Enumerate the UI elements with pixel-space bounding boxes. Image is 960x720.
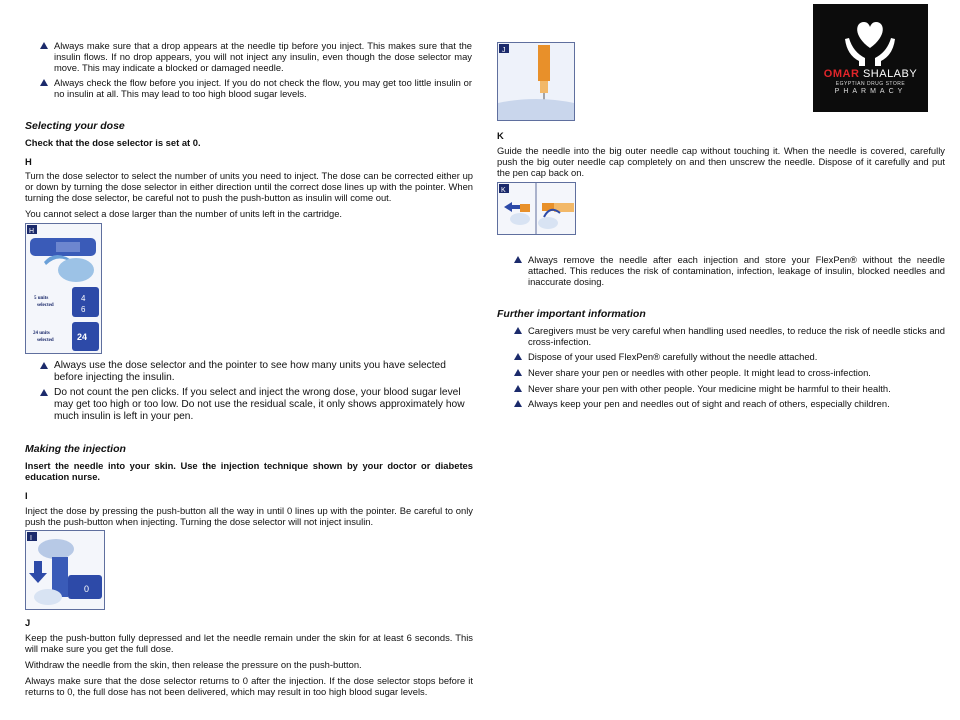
figure-i-illustration (26, 531, 104, 609)
further-item (514, 325, 945, 347)
step-label-j: J (25, 617, 31, 628)
warning-icon (40, 42, 48, 49)
step-i-text: Inject the dose by pressing the push-button all the way in until 0 lines up with the pointer. Be careful to only push the push-button when injecting. Turning the dose selector will not inject insulin. (25, 505, 473, 527)
figure-h (25, 223, 102, 354)
warning-dose-selector (40, 360, 470, 384)
step-k-text: Guide the needle into the big outer needle cap without touching it. When the needle is covered, carefully push the big outer needle cap completely on and then unscrew the needle. Dispose of it carefully and put the pen cap back on. (497, 145, 945, 178)
section-heading-further: Further important information (497, 308, 646, 320)
warning-text: Always check the flow before you inject. If you do not check the flow, you may get too little insulin or no insulin at all. This may lead to too high blood sugar levels. (54, 77, 472, 99)
logo-pharmacy: PHARMACY (834, 88, 907, 95)
figure-h-dial-24: 24 (77, 332, 88, 342)
further-item-text: Caregivers must be very careful when handling used needles, to reduce the risk of needle sticks and cross-infection. (528, 325, 945, 347)
warning-pen-clicks (40, 387, 470, 423)
figure-k-label: K (501, 187, 506, 194)
figure-h-label: H (29, 228, 35, 235)
figure-i-dial: 0 (84, 584, 90, 594)
injection-instruction: Insert the needle into your skin. Use the injection technique shown by your doctor or diabetes education nurse. (25, 460, 473, 482)
further-item (514, 351, 945, 362)
further-item-text: Never share your pen with other people. Your medicine might be harmful to their health. (528, 383, 891, 394)
figure-h-caption-24b: selected (37, 338, 54, 343)
warning-flow (40, 77, 472, 99)
logo-name: OMAR SHALABY (823, 68, 918, 80)
warning-icon (514, 400, 522, 407)
step-label-k: K (497, 130, 504, 141)
warning-icon (514, 327, 522, 334)
figure-j-illustration (498, 43, 574, 120)
warning-text: Always make sure that a drop appears at the needle tip before you inject. This makes sure that the insulin flows. If no drop appears, you will not inject any insulin, even though the dose selector may move. This may indicate a blocked or damaged needle. (54, 40, 472, 73)
step-h-note: You cannot select a dose larger than the number of units left in the cartridge. (25, 208, 343, 219)
step-label-i: I (25, 490, 28, 501)
figure-j (497, 42, 575, 121)
warning-icon (514, 256, 522, 263)
hands-heart-icon (813, 8, 928, 68)
warning-icon (514, 385, 522, 392)
figure-h-dial-5b: 6 (81, 305, 86, 314)
further-item (514, 383, 945, 394)
step-j-text-1: Keep the push-button fully depressed and let the needle remain under the skin for at least 6 seconds. This will make sure you get the full dose. (25, 632, 473, 654)
warning-text: Always remove the needle after each injection and store your FlexPen® without the needle attached. This reduces the risk of contamination, infection, leakage of insulin, blocked needles and inaccurate dosing. (528, 254, 945, 287)
step-j-text-3: Always make sure that the dose selector returns to 0 after the injection. If the dose selector stops before it returns to 0, the full dose has not been delivered, which may result in too high blood sugar levels. (25, 675, 473, 697)
figure-j-label: J (502, 47, 506, 54)
warning-icon (40, 79, 48, 86)
further-item (514, 398, 945, 409)
selecting-instruction: Check that the dose selector is set at 0. (25, 137, 201, 148)
section-heading-selecting: Selecting your dose (25, 120, 125, 132)
figure-h-dial-5a: 4 (81, 294, 86, 303)
warning-icon (40, 389, 48, 396)
warning-drop (40, 40, 472, 73)
warning-remove-needle (514, 254, 945, 287)
step-h-text: Turn the dose selector to select the number of units you need to inject. The dose can be corrected either up or down by turning the dose selector in either direction until the correct dose lines up with the pointer. When turning the dose selector, be careful not to push the push-button as insulin will come out. (25, 170, 473, 203)
figure-h-caption-5b: selected (37, 303, 54, 308)
step-j-text-2: Withdraw the needle from the skin, then release the pressure on the push-button. (25, 659, 362, 670)
step-label-h: H (25, 156, 32, 167)
figure-h-caption-5: 5 units (34, 296, 49, 301)
further-item-text: Dispose of your used FlexPen® carefully without the needle attached. (528, 351, 818, 362)
logo-subtitle: EGYPTIAN DRUG STORE (835, 81, 906, 87)
figure-i-label: I (30, 535, 32, 542)
warning-icon (514, 369, 522, 376)
figure-i (25, 530, 105, 610)
figure-h-illustration (26, 224, 101, 353)
figure-k-illustration (498, 183, 575, 234)
warning-text: Always use the dose selector and the pointer to see how many units you have selected before injecting the insulin. (54, 360, 446, 383)
further-item-text: Never share your pen or needles with other people. It might lead to cross-infection. (528, 367, 871, 378)
pharmacy-logo (813, 4, 928, 112)
section-heading-injection: Making the injection (25, 443, 126, 455)
figure-k (497, 182, 576, 235)
warning-text: Do not count the pen clicks. If you select and inject the wrong dose, your blood sugar level may get too high or too low. Do not use the residual scale, it only shows approximately how much insulin is left in your pen. (54, 387, 465, 422)
further-item (514, 367, 945, 378)
figure-h-caption-24: 24 units (33, 331, 50, 336)
warning-icon (514, 353, 522, 360)
further-item-text: Always keep your pen and needles out of sight and reach of others, especially children. (528, 398, 890, 409)
warning-icon (40, 362, 48, 369)
